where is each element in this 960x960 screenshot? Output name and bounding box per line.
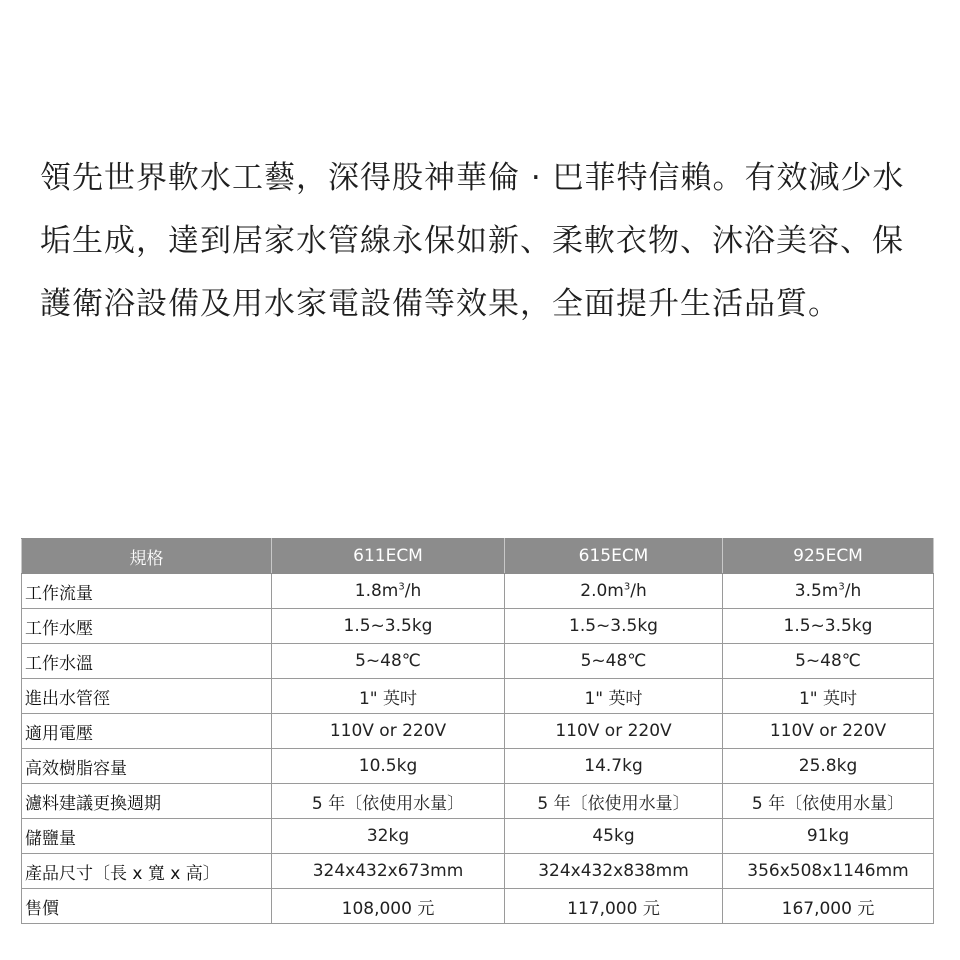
row-label: 高效樹脂容量 — [22, 749, 272, 784]
table-row — [22, 714, 934, 749]
table-header-row — [22, 539, 934, 574]
table-cell: 324x432x673mm — [272, 854, 505, 889]
table-row — [22, 679, 934, 714]
table-cell: 110V or 220V — [723, 714, 934, 749]
table-row — [22, 854, 934, 889]
row-label: 售價 — [22, 889, 272, 924]
table-cell: 324x432x838mm — [505, 854, 723, 889]
table-cell: 5~48℃ — [272, 644, 505, 679]
table-row — [22, 784, 934, 819]
table-cell: 91kg — [723, 819, 934, 854]
row-label: 濾料建議更換週期 — [22, 784, 272, 819]
table-cell: 1.5~3.5kg — [272, 609, 505, 644]
unit-superscript: 3 — [623, 581, 631, 593]
table-row — [22, 644, 934, 679]
table-row — [22, 574, 934, 609]
cell-value: 3.5m — [794, 581, 839, 601]
row-label: 產品尺寸〔長 x 寬 x 高〕 — [22, 854, 272, 889]
table-cell: 1" 英吋 — [505, 679, 723, 714]
header-model: 615ECM — [505, 539, 723, 574]
table-cell: 356x508x1146mm — [723, 854, 934, 889]
table-cell: 5~48℃ — [723, 644, 934, 679]
table-cell: 1.5~3.5kg — [723, 609, 934, 644]
cell-value: 1.8m — [354, 581, 399, 601]
table-cell: 5~48℃ — [505, 644, 723, 679]
table-cell: 10.5kg — [272, 749, 505, 784]
header-model: 925ECM — [723, 539, 934, 574]
table-cell: 14.7kg — [505, 749, 723, 784]
table-cell: 167,000 元 — [723, 889, 934, 924]
table-cell — [723, 574, 934, 609]
table-cell: 45kg — [505, 819, 723, 854]
table-row — [22, 609, 934, 644]
table-cell — [505, 574, 723, 609]
table-cell: 5 年〔依使用水量〕 — [723, 784, 934, 819]
table-cell — [272, 574, 505, 609]
table-row — [22, 749, 934, 784]
row-label: 工作流量 — [22, 574, 272, 609]
table-cell: 117,000 元 — [505, 889, 723, 924]
table-cell: 110V or 220V — [505, 714, 723, 749]
table-row — [22, 889, 934, 924]
unit-suffix: /h — [630, 581, 647, 601]
cell-value: 2.0m — [580, 581, 624, 601]
unit-suffix: /h — [844, 581, 862, 601]
row-label: 適用電壓 — [22, 714, 272, 749]
unit-suffix: /h — [404, 581, 422, 601]
table-cell: 5 年〔依使用水量〕 — [505, 784, 723, 819]
unit-superscript: 3 — [398, 581, 405, 593]
spec-table — [21, 538, 934, 924]
row-label: 進出水管徑 — [22, 679, 272, 714]
table-cell: 110V or 220V — [272, 714, 505, 749]
unit-superscript: 3 — [838, 581, 845, 593]
row-label: 儲鹽量 — [22, 819, 272, 854]
row-label: 工作水壓 — [22, 609, 272, 644]
header-spec: 規格 — [22, 539, 272, 574]
table-cell: 5 年〔依使用水量〕 — [272, 784, 505, 819]
row-label: 工作水溫 — [22, 644, 272, 679]
table-cell: 25.8kg — [723, 749, 934, 784]
table-cell: 32kg — [272, 819, 505, 854]
table-row — [22, 819, 934, 854]
table-cell: 1.5~3.5kg — [505, 609, 723, 644]
header-model: 611ECM — [272, 539, 505, 574]
table-cell: 108,000 元 — [272, 889, 505, 924]
intro-paragraph: 領先世界軟水工藝，深得股神華倫 · 巴菲特信賴。有效減少水垢生成，達到居家水管線永保如新、柔軟衣物、沐浴美容、保護衛浴設備及用水家電設備等效果，全面提升生活品質。 — [40, 160, 905, 322]
table-cell: 1" 英吋 — [723, 679, 934, 714]
table-cell: 1" 英吋 — [272, 679, 505, 714]
